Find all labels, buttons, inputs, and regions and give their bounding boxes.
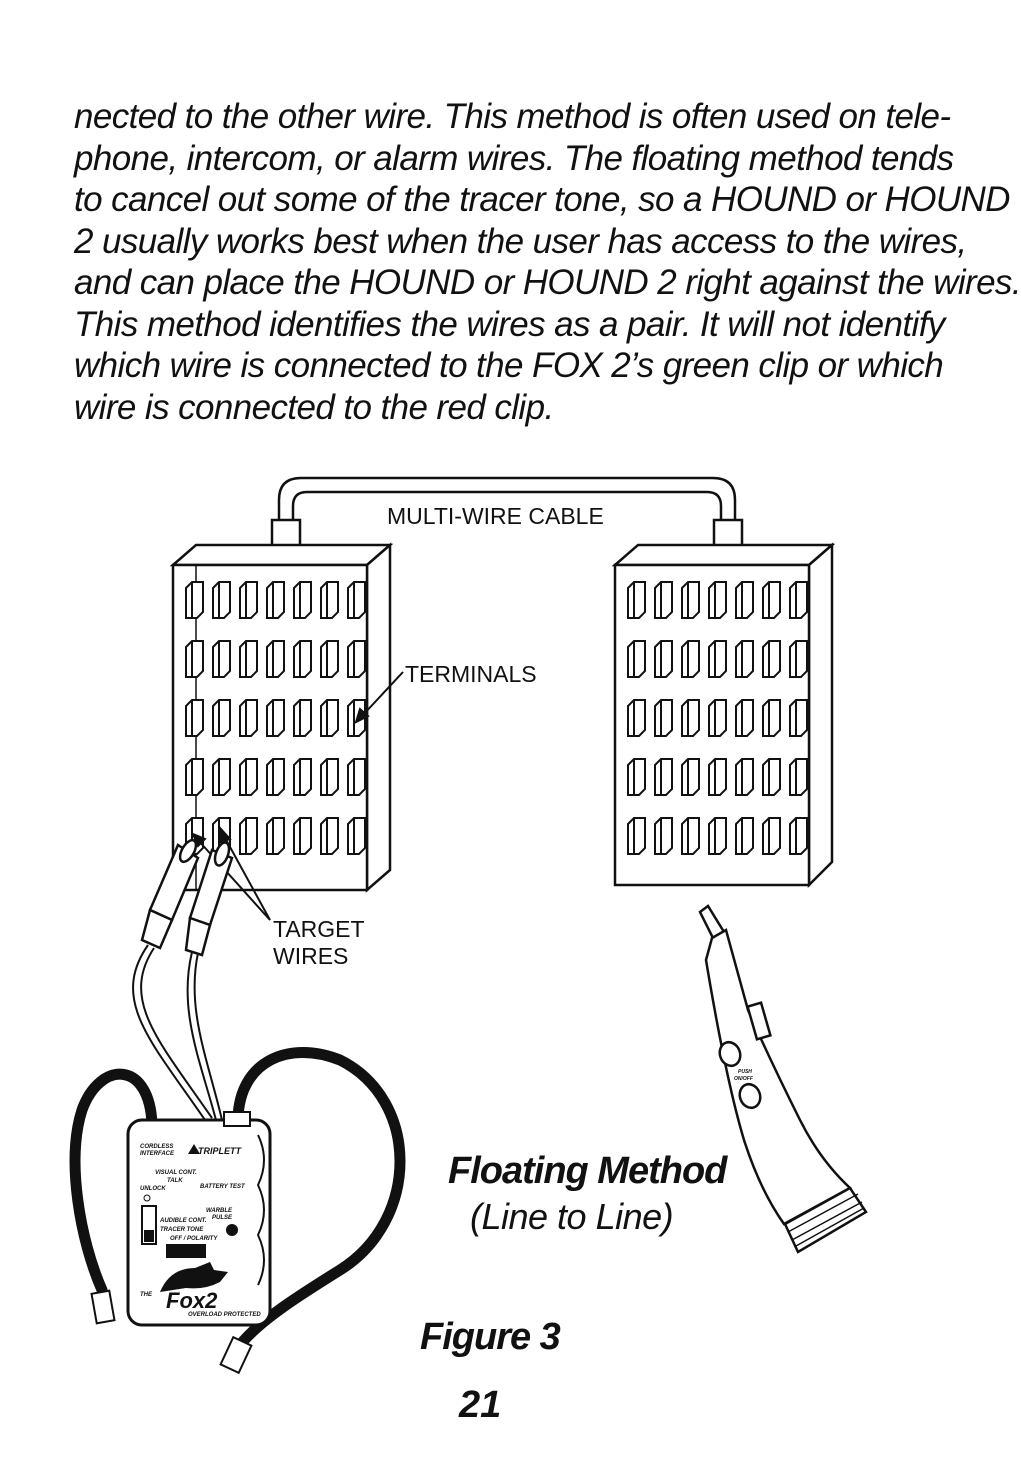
terminal <box>348 641 365 677</box>
terminal <box>790 582 807 618</box>
terminals-label: TERMINALS <box>405 661 537 687</box>
terminal <box>321 818 338 854</box>
page-number: 21 <box>459 1384 502 1426</box>
terminal <box>321 759 338 795</box>
terminal <box>267 700 284 736</box>
fox-brand: TRIPLETT <box>198 1146 241 1156</box>
fox-unlock: UNLOCK <box>140 1186 166 1192</box>
terminal <box>736 818 753 854</box>
terminal <box>655 641 672 677</box>
paragraph-line: This method identifies the wires as a pair. It will not identify <box>74 304 945 344</box>
terminal <box>294 818 311 854</box>
cable-label: MULTI-WIRE CABLE <box>387 503 604 529</box>
terminal <box>763 700 780 736</box>
terminal <box>709 700 726 736</box>
terminal <box>736 641 753 677</box>
terminal <box>655 700 672 736</box>
test-clips <box>142 838 232 955</box>
terminal <box>790 818 807 854</box>
terminal <box>628 818 645 854</box>
terminal <box>240 759 257 795</box>
terminal <box>709 759 726 795</box>
battery-test-button <box>226 1224 238 1236</box>
fox-audible: AUDIBLE CONT. <box>160 1218 207 1224</box>
paragraph-line: wire is connected to the red clip. <box>74 387 554 427</box>
paragraph-line: to cancel out some of the tracer tone, so a HOUND or HOUND <box>74 180 1010 219</box>
fox-off: OFF / POLARITY <box>170 1236 218 1242</box>
terminal <box>321 641 338 677</box>
fox-interface: INTERFACE <box>140 1151 175 1157</box>
polarity-leds <box>166 1244 206 1258</box>
fox-model: Fox2 <box>166 1288 218 1313</box>
terminal <box>763 759 780 795</box>
terminal <box>682 818 699 854</box>
terminal <box>736 700 753 736</box>
fox-overload: OVERLOAD PROTECTED <box>188 1312 261 1318</box>
terminal <box>294 759 311 795</box>
fox-cordless: CORDLESS <box>140 1144 174 1150</box>
hound-push: PUSH <box>738 1069 752 1075</box>
terminal <box>186 759 203 795</box>
terminal <box>628 759 645 795</box>
terminal <box>186 700 203 736</box>
terminal <box>267 641 284 677</box>
terminal <box>267 759 284 795</box>
terminal <box>186 641 203 677</box>
terminal <box>628 641 645 677</box>
figure-label: Figure 3 <box>420 1316 560 1358</box>
terminal <box>763 818 780 854</box>
fox-the: THE <box>140 1292 152 1298</box>
terminal <box>655 818 672 854</box>
paragraph-line: which wire is connected to the FOX 2’s green clip or which <box>74 346 944 385</box>
terminal <box>763 641 780 677</box>
terminal <box>709 818 726 854</box>
terminal <box>240 818 257 854</box>
terminal <box>294 582 311 618</box>
terminal <box>790 641 807 677</box>
body-paragraph <box>74 96 1021 428</box>
terminal <box>682 700 699 736</box>
target-label-line1: TARGET <box>273 916 365 942</box>
paragraph-line: nected to the other wire. This method is often used on tele- <box>74 97 951 136</box>
terminal <box>321 700 338 736</box>
fox-warble: WARBLE <box>206 1208 232 1214</box>
terminal <box>213 759 230 795</box>
terminal <box>240 641 257 677</box>
terminal <box>682 641 699 677</box>
terminal <box>736 582 753 618</box>
terminal <box>213 582 230 618</box>
fox-pulse: PULSE <box>212 1215 233 1221</box>
terminal <box>655 759 672 795</box>
terminal <box>348 759 365 795</box>
terminal <box>294 700 311 736</box>
terminal <box>186 582 203 618</box>
terminal <box>348 582 365 618</box>
terminal <box>240 700 257 736</box>
terminal <box>736 759 753 795</box>
caption-subtitle: (Line to Line) <box>470 1196 674 1237</box>
terminal <box>790 700 807 736</box>
terminal <box>213 641 230 677</box>
caption-title: Floating Method <box>448 1150 727 1192</box>
terminal <box>655 582 672 618</box>
terminal <box>763 582 780 618</box>
paragraph-line: 2 usually works best when the user has access to the wires, <box>74 221 967 261</box>
fox-battery: BATTERY TEST <box>200 1184 245 1190</box>
hound-probe <box>700 906 866 1252</box>
terminal <box>790 759 807 795</box>
terminal <box>628 700 645 736</box>
fox2-tester <box>128 1112 270 1325</box>
target-label-line2: WIRES <box>273 943 349 969</box>
terminal <box>682 759 699 795</box>
terminal <box>709 641 726 677</box>
terminal <box>213 700 230 736</box>
paragraph-line: phone, intercom, or alarm wires. The floating method tends <box>74 138 954 178</box>
terminal <box>240 582 257 618</box>
fox-visual: VISUAL CONT. <box>155 1170 197 1176</box>
terminal <box>321 582 338 618</box>
paragraph-line: and can place the HOUND or HOUND 2 right against the wires. <box>74 263 1021 302</box>
fox-tracer: TRACER TONE <box>160 1227 204 1233</box>
terminal <box>267 818 284 854</box>
fox-talk: TALK <box>167 1178 183 1184</box>
terminal <box>267 582 284 618</box>
terminal <box>682 582 699 618</box>
terminal <box>348 818 365 854</box>
hound-onoff: ON/OFF <box>734 1076 753 1082</box>
terminal <box>628 582 645 618</box>
terminal <box>709 582 726 618</box>
terminal <box>294 641 311 677</box>
